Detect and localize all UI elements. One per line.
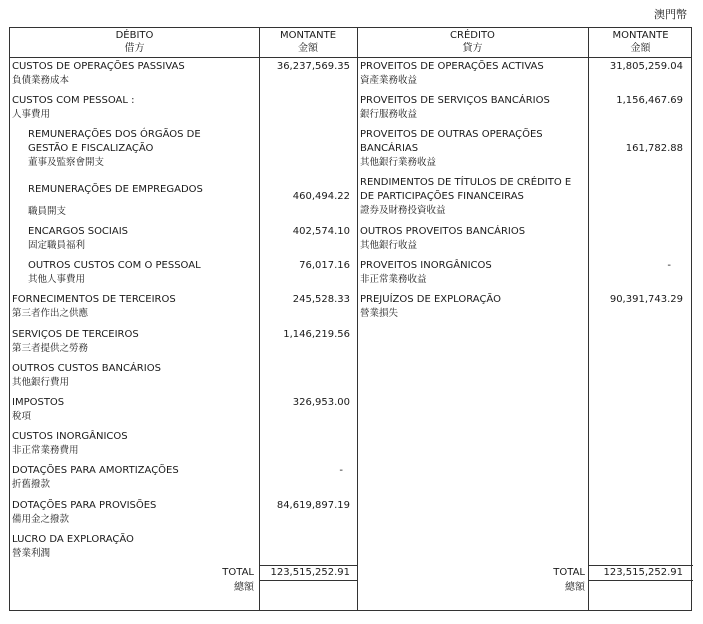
debit-row: CUSTOS INORGÂNICOS 非正常業務費用 (12, 431, 128, 456)
header-divider (10, 57, 691, 58)
credit-row: RENDIMENTOS DE TÍTULOS DE CRÉDITO E DE PARTICIPAÇÕES FINANCEIRAS 證券及財務投資收益 (360, 177, 572, 216)
debit-row: FORNECIMENTOS DE TERCEIROS 第三者作出之供應 (12, 294, 176, 319)
debit-total-label-zh: 總額 (234, 582, 254, 593)
credit-header: CRÉDITO 貸方 (450, 30, 495, 54)
credit-amount-header: MONTANTE 金額 (612, 30, 669, 54)
debit-total-amount: 123,515,252.91 (270, 567, 350, 578)
credit-row: PROVEITOS DE SERVIÇOS BANCÁRIOS 銀行服務收益 (360, 95, 550, 120)
debit-row: SERVIÇOS DE TERCEIROS 第三者提供之勞務 (12, 329, 139, 354)
credit-amount: 31,805,259.04 (609, 61, 683, 72)
debit-amount: 76,017.16 (299, 260, 350, 271)
debit-amount: 245,528.33 (292, 294, 350, 305)
currency-label: 澳門幣 (654, 8, 687, 21)
debit-row: REMUNERAÇÕES DOS ÓRGÃOS DE GESTÃO E FISCALIZAÇÃO 董事及監察會開支 (28, 129, 201, 168)
debit-row-zh: 職員開支 (28, 206, 67, 217)
credit-row: PROVEITOS DE OPERAÇÕES ACTIVAS 資產業務收益 (360, 61, 544, 86)
total-rule (259, 580, 357, 581)
debit-amount-header: MONTANTE 金額 (279, 30, 337, 54)
credit-row: PROVEITOS INORGÂNICOS 非正常業務收益 (360, 260, 492, 285)
debit-amount: 84,619,897.19 (276, 500, 350, 511)
debit-row: OUTROS CUSTOS COM O PESSOAL 其他人事費用 (28, 260, 201, 285)
debit-amount: - (339, 465, 343, 476)
credit-amount: 90,391,743.29 (609, 294, 683, 305)
debit-amount: 326,953.00 (292, 397, 350, 408)
debit-row: DOTAÇÕES PARA AMORTIZAÇÕES 折舊撥款 (12, 465, 179, 490)
credit-total-label-zh: 總額 (565, 582, 585, 593)
credit-row: PROVEITOS DE OUTRAS OPERAÇÕES BANCÁRIAS 其他銀行業務收益 (360, 129, 543, 168)
debit-row: DOTAÇÕES PARA PROVISÕES 備用金之撥款 (12, 500, 157, 525)
profit-loss-table (9, 27, 692, 611)
total-rule (588, 580, 693, 581)
debit-row: CUSTOS COM PESSOAL : 人事費用 (12, 95, 135, 120)
col-divider (357, 28, 358, 610)
debit-amount: 36,237,569.35 (276, 61, 350, 72)
debit-row: IMPOSTOS 稅項 (12, 397, 65, 422)
debit-amount: 460,494.22 (292, 191, 350, 202)
debit-row: OUTROS CUSTOS BANCÁRIOS 其他銀行費用 (12, 363, 161, 388)
debit-row: REMUNERAÇÕES DE EMPREGADOS (28, 184, 203, 195)
debit-row: ENCARGOS SOCIAIS 固定職員福利 (28, 226, 129, 251)
credit-total-amount: 123,515,252.91 (603, 567, 683, 578)
credit-amount: - (667, 260, 671, 271)
credit-amount: 1,156,467.69 (616, 95, 683, 106)
col-divider (588, 28, 589, 610)
debit-header: DÉBITO 借方 (115, 30, 154, 54)
debit-amount: 402,574.10 (292, 226, 350, 237)
credit-row: PREJUÍZOS DE EXPLORAÇÃO 營業損失 (360, 294, 501, 319)
credit-amount: 161,782.88 (625, 143, 683, 154)
col-divider (259, 28, 260, 610)
credit-total-label: TOTAL (553, 567, 585, 578)
debit-total-label: TOTAL (222, 567, 254, 578)
debit-amount: 1,146,219.56 (283, 329, 350, 340)
credit-row: OUTROS PROVEITOS BANCÁRIOS 其他銀行收益 (360, 226, 526, 251)
debit-row: CUSTOS DE OPERAÇÕES PASSIVAS 負債業務成本 (12, 61, 185, 86)
debit-row: LUCRO DA EXPLORAÇÃO 營業利潤 (12, 534, 134, 559)
